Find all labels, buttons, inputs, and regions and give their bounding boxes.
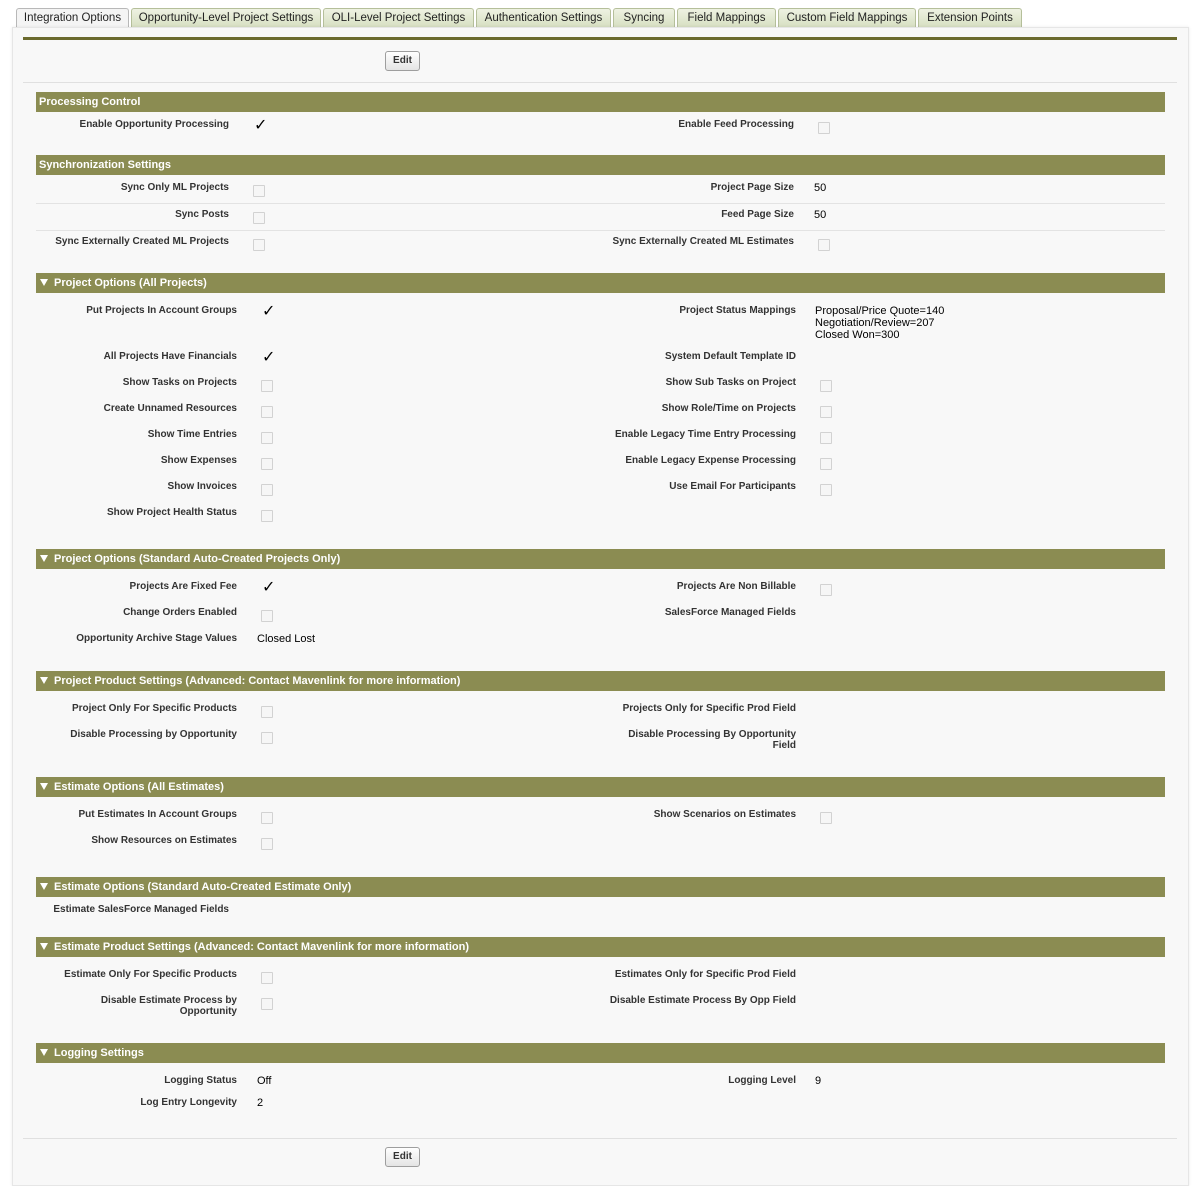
- value-project-page-size: 50: [814, 182, 827, 194]
- label-project-status-mappings: Project Status Mappings: [679, 305, 796, 316]
- label-put-estimates-in-account-groups: Put Estimates In Account Groups: [78, 809, 237, 820]
- label-show-scenarios-on-estimates: Show Scenarios on Estimates: [653, 809, 796, 820]
- section-project-options-standard[interactable]: Project Options (Standard Auto-Created Projects Only): [36, 549, 1165, 569]
- checkbox-unchecked: [818, 239, 830, 251]
- label-disable-estimate-process-opp-field: Disable Estimate Process By Opp Field: [609, 995, 796, 1006]
- tab-opportunity-level-project-settings[interactable]: Opportunity-Level Project Settings: [131, 8, 321, 27]
- checkbox-unchecked: [261, 610, 273, 622]
- label-salesforce-managed-fields: SalesForce Managed Fields: [664, 607, 796, 618]
- checkbox-unchecked: [261, 432, 273, 444]
- label-show-project-health-status: Show Project Health Status: [106, 507, 237, 518]
- tab-custom-field-mappings[interactable]: Custom Field Mappings: [778, 8, 916, 27]
- checkbox-unchecked: [261, 510, 273, 522]
- checkbox-unchecked: [253, 212, 265, 224]
- tab-authentication-settings[interactable]: Authentication Settings: [476, 8, 611, 27]
- label-system-default-template-id: System Default Template ID: [665, 351, 796, 362]
- label-disable-estimate-process-line1: Disable Estimate Process by: [100, 995, 237, 1006]
- section-project-options-all[interactable]: Project Options (All Projects): [36, 273, 1165, 293]
- label-show-resources-on-estimates: Show Resources on Estimates: [91, 835, 237, 846]
- checkbox-unchecked: [261, 406, 273, 418]
- section-project-product-settings[interactable]: Project Product Settings (Advanced: Contact Mavenlink for more information): [36, 671, 1165, 691]
- collapse-triangle-icon[interactable]: [40, 783, 48, 790]
- collapse-triangle-icon[interactable]: [40, 1049, 48, 1056]
- collapse-triangle-icon[interactable]: [40, 677, 48, 684]
- section-estimate-options-all[interactable]: Estimate Options (All Estimates): [36, 777, 1165, 797]
- checkbox-unchecked: [820, 380, 832, 392]
- label-disable-processing-by-opportunity: Disable Processing by Opportunity: [70, 729, 237, 740]
- label-all-projects-have-financials: All Projects Have Financials: [103, 351, 237, 362]
- divider: [23, 82, 1177, 83]
- edit-button-top[interactable]: Edit: [385, 51, 420, 71]
- label-put-projects-in-account-groups: Put Projects In Account Groups: [86, 305, 237, 316]
- checkbox-unchecked: [261, 812, 273, 824]
- checkbox-unchecked: [261, 838, 273, 850]
- collapse-triangle-icon[interactable]: [40, 555, 48, 562]
- label-enable-opportunity-processing: Enable Opportunity Processing: [79, 119, 229, 130]
- label-project-only-specific-products: Project Only For Specific Products: [71, 703, 237, 714]
- label-estimate-salesforce-managed-fields: Estimate SalesForce Managed Fields: [53, 904, 229, 915]
- checkbox-unchecked: [820, 812, 832, 824]
- tab-syncing[interactable]: Syncing: [613, 8, 675, 27]
- checkbox-unchecked: [261, 484, 273, 496]
- label-opportunity-archive-stage: Opportunity Archive Stage Values: [76, 633, 237, 644]
- label-sync-external-projects: Sync Externally Created ML Projects: [55, 236, 229, 247]
- label-estimate-only-specific-products: Estimate Only For Specific Products: [64, 969, 237, 980]
- label-estimates-only-specific-prod-field: Estimates Only for Specific Prod Field: [614, 969, 796, 980]
- label-show-invoices: Show Invoices: [167, 481, 237, 492]
- section-synchronization-settings[interactable]: Synchronization Settings: [36, 155, 1165, 175]
- checked-icon: ✓: [262, 579, 276, 596]
- value-status-mapping-3: Closed Won=300: [815, 329, 900, 341]
- label-legacy-expense: Enable Legacy Expense Processing: [625, 455, 796, 466]
- edit-button-bottom[interactable]: Edit: [385, 1147, 420, 1167]
- row-divider: [36, 230, 1165, 231]
- label-legacy-time-entry: Enable Legacy Time Entry Processing: [615, 429, 796, 440]
- checkbox-unchecked: [820, 406, 832, 418]
- checked-icon: ✓: [262, 303, 276, 320]
- checkbox-unchecked: [253, 239, 265, 251]
- label-log-entry-longevity: Log Entry Longevity: [140, 1097, 237, 1108]
- checked-icon: ✓: [262, 349, 276, 366]
- label-show-sub-tasks: Show Sub Tasks on Project: [665, 377, 796, 388]
- checkbox-unchecked: [261, 972, 273, 984]
- checkbox-unchecked: [820, 458, 832, 470]
- label-disable-estimate-process-line2: Opportunity: [179, 1006, 237, 1017]
- label-disable-processing-opp-field-line2: Field: [772, 740, 796, 751]
- value-status-mapping-1: Proposal/Price Quote=140: [815, 305, 945, 317]
- label-change-orders-enabled: Change Orders Enabled: [123, 607, 237, 618]
- label-sync-only-ml-projects: Sync Only ML Projects: [120, 182, 229, 193]
- checkbox-unchecked: [820, 432, 832, 444]
- value-status-mapping-2: Negotiation/Review=207: [815, 317, 935, 329]
- checkbox-unchecked: [820, 484, 832, 496]
- label-enable-feed-processing: Enable Feed Processing: [678, 119, 794, 130]
- label-show-role-time: Show Role/Time on Projects: [661, 403, 796, 414]
- checkbox-unchecked: [261, 998, 273, 1010]
- value-feed-page-size: 50: [814, 209, 827, 221]
- label-project-page-size: Project Page Size: [710, 182, 794, 193]
- label-logging-status: Logging Status: [164, 1075, 237, 1086]
- checkbox-unchecked: [261, 732, 273, 744]
- value-logging-level: 9: [815, 1075, 822, 1087]
- collapse-triangle-icon[interactable]: [40, 943, 48, 950]
- tab-oli-level-project-settings[interactable]: OLI-Level Project Settings: [323, 8, 474, 27]
- label-show-time-entries: Show Time Entries: [147, 429, 237, 440]
- checkbox-unchecked: [261, 380, 273, 392]
- label-use-email-for-participants: Use Email For Participants: [669, 481, 796, 492]
- value-archive-stage: Closed Lost: [257, 633, 316, 645]
- collapse-triangle-icon[interactable]: [40, 279, 48, 286]
- row-divider: [36, 203, 1165, 204]
- label-show-tasks-on-projects: Show Tasks on Projects: [122, 377, 237, 388]
- section-estimate-options-standard[interactable]: Estimate Options (Standard Auto-Created Estimate Only): [36, 877, 1165, 897]
- label-sync-external-estimates: Sync Externally Created ML Estimates: [612, 236, 794, 247]
- section-processing-control[interactable]: Processing Control: [36, 92, 1165, 112]
- checkbox-unchecked: [818, 122, 830, 134]
- label-feed-page-size: Feed Page Size: [721, 209, 794, 220]
- value-log-entry-longevity: 2: [257, 1097, 264, 1109]
- label-disable-processing-opp-field-line1: Disable Processing By Opportunity: [628, 729, 796, 740]
- checked-icon: ✓: [254, 117, 268, 134]
- label-sync-posts: Sync Posts: [175, 209, 229, 220]
- label-create-unnamed-resources: Create Unnamed Resources: [103, 403, 237, 414]
- checkbox-unchecked: [820, 584, 832, 596]
- label-projects-are-fixed-fee: Projects Are Fixed Fee: [129, 581, 237, 592]
- label-projects-only-specific-prod-field: Projects Only for Specific Prod Field: [622, 703, 796, 714]
- tab-field-mappings[interactable]: Field Mappings: [677, 8, 776, 27]
- label-logging-level: Logging Level: [728, 1075, 796, 1086]
- label-show-expenses: Show Expenses: [160, 455, 237, 466]
- section-estimate-product-settings[interactable]: Estimate Product Settings (Advanced: Contact Mavenlink for more information): [36, 937, 1165, 957]
- panel-top-bar: [23, 37, 1177, 40]
- value-logging-status: Off: [257, 1075, 272, 1087]
- tab-extension-points[interactable]: Extension Points: [918, 8, 1022, 27]
- checkbox-unchecked: [253, 185, 265, 197]
- section-logging-settings[interactable]: Logging Settings: [36, 1043, 1165, 1063]
- collapse-triangle-icon[interactable]: [40, 883, 48, 890]
- checkbox-unchecked: [261, 706, 273, 718]
- divider: [23, 1138, 1177, 1139]
- label-projects-are-non-billable: Projects Are Non Billable: [676, 581, 796, 592]
- tab-integration-options[interactable]: Integration Options: [16, 8, 129, 28]
- checkbox-unchecked: [261, 458, 273, 470]
